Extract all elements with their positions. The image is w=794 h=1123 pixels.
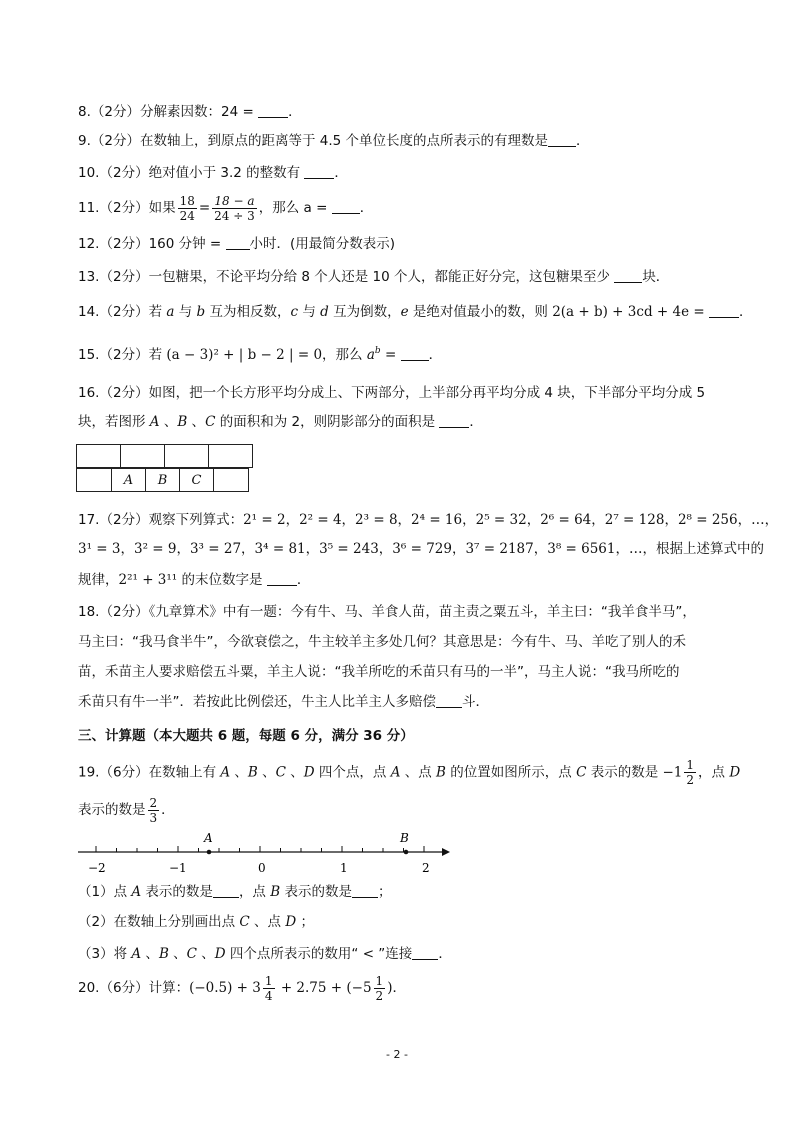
text: ； <box>377 884 392 900</box>
denominator: 2 <box>375 988 384 1003</box>
power-item: 2⁷ = 128 <box>604 512 665 528</box>
power-item: 3⁴ = 81 <box>254 541 306 557</box>
text: ，根据上述算式中的 <box>642 541 764 557</box>
bottom-cell <box>77 469 112 492</box>
question-18-line-3 <box>78 662 679 682</box>
question-15 <box>78 345 442 365</box>
cell-B: B <box>146 469 180 492</box>
tick-label: −1 <box>169 861 187 875</box>
cell-C: C <box>180 469 214 492</box>
var-D: D <box>303 764 315 781</box>
var-C: C <box>275 764 286 781</box>
text: 、 <box>159 414 178 430</box>
question-number: 10. <box>78 165 100 181</box>
math-expression: (a − 3)² + | b − 2 | = 0 <box>166 347 323 363</box>
question-number: 18. <box>78 604 100 620</box>
answer-blank[interactable] <box>439 413 469 428</box>
tick-label: −2 <box>88 861 106 875</box>
var-C: C <box>186 946 197 962</box>
var-A: A <box>149 414 160 430</box>
answer-blank[interactable] <box>436 693 462 708</box>
equals-sign: = <box>198 200 211 216</box>
var-B: B <box>270 884 281 900</box>
question-16-line-2 <box>78 412 483 432</box>
tick-label: 2 <box>422 861 430 875</box>
question-score: （6分） <box>99 980 149 996</box>
question-8 <box>78 102 302 122</box>
question-number: 11. <box>78 200 100 216</box>
question-tail: ． <box>288 104 302 120</box>
text: ． <box>161 802 175 818</box>
number-line <box>70 828 460 880</box>
numerator: 18 <box>179 193 195 208</box>
var-C: C <box>239 914 250 930</box>
top-row <box>77 445 253 468</box>
question-tail: ． <box>359 200 374 216</box>
text: 观察下列算式： <box>148 512 244 528</box>
question-tail: ． <box>576 133 590 149</box>
question-number: 20. <box>78 980 100 996</box>
text: ，那么 <box>322 347 367 363</box>
question-18-line-2 <box>78 632 686 652</box>
power-item: 2³ = 8 <box>355 512 398 528</box>
question-19-sub-1 <box>78 882 391 902</box>
text: （2）在数轴上分别画出点 <box>78 914 240 930</box>
text: 、 <box>257 764 276 781</box>
text: 表示的数是 <box>141 884 213 900</box>
text: 、 <box>168 946 187 962</box>
mixed-number-int: −1 <box>662 764 683 781</box>
var-B: B <box>177 414 188 430</box>
question-20 <box>78 972 406 1004</box>
question-number: 15. <box>78 347 100 363</box>
answer-blank[interactable] <box>304 164 334 179</box>
top-cell <box>77 445 121 468</box>
question-number: 14. <box>78 304 100 320</box>
var-B: B <box>436 764 446 781</box>
question-tail: ． <box>738 304 753 320</box>
question-number: 17. <box>78 512 100 528</box>
top-cell <box>209 445 253 468</box>
powers-of-2: 2¹ = 2，2² = 4，2³ = 8，2⁴ = 16，2⁵ = 32，2⁶ = 64，2⁷ = 128，2⁸ = 256，…， <box>243 512 779 528</box>
ellipsis: … <box>751 512 765 528</box>
question-17-line-2: 3¹ = 3，3² = 9，3³ = 27，3⁴ = 81，3⁵ = 243，3⁶ = 729，3⁷ = 2187，3⁸ = 6561，…，根据上述算式中的 <box>78 541 764 557</box>
text: ，点 <box>698 764 730 781</box>
question-19-sub-3 <box>78 944 452 964</box>
answer-blank[interactable] <box>258 103 288 118</box>
question-score: （6分） <box>99 764 149 781</box>
question-text: 160 分钟 = <box>148 236 226 252</box>
var-e: e <box>400 304 409 320</box>
var-C: C <box>205 414 216 430</box>
question-tail: ． <box>334 165 348 181</box>
var-d: d <box>320 304 329 320</box>
text: 互为相反数， <box>205 304 291 320</box>
question-text: 马主曰：“我马食半牛”，今欲衰偿之，牛主较羊主多处几何？其意思是：今有牛、马、羊吃了别人的禾 <box>78 634 686 650</box>
question-text: 一包糖果，不论平均分给 8 个人还是 10 个人，都能正好分完，这包糖果至少 <box>148 269 615 285</box>
power-item: 3² = 9 <box>133 541 177 557</box>
question-score: （2分） <box>99 304 149 320</box>
var-c: c <box>290 304 299 320</box>
text: 与 <box>174 304 197 320</box>
text: 的位置如图所示，点 <box>445 764 577 781</box>
question-10 <box>78 163 348 183</box>
question-19 <box>78 758 740 787</box>
fraction-one-quarter <box>263 974 275 1003</box>
answer-blank[interactable] <box>614 268 642 283</box>
math-expression: + 2.75 + (−5 <box>276 980 372 996</box>
cell-A: A <box>112 469 146 492</box>
tick-label: 0 <box>258 861 266 875</box>
question-score: （2分） <box>99 200 149 216</box>
power-item: 3⁶ = 729 <box>392 541 452 557</box>
text: 表示的数是 <box>280 884 352 900</box>
question-score: （2分） <box>99 269 149 285</box>
question-19-sub-2 <box>78 912 314 932</box>
power-item: 2¹ = 2 <box>243 512 286 528</box>
question-tail: ． <box>428 347 443 363</box>
answer-blank[interactable] <box>401 346 429 361</box>
rectangle-figure-bottom <box>76 468 249 492</box>
question-text: 禾苗只有牛一半”．若按此比例偿还，牛主人比羊主人多赔偿 <box>78 694 436 710</box>
question-text: 绝对值小于 3.2 的整数有 <box>148 165 305 181</box>
answer-blank[interactable] <box>213 883 239 898</box>
denominator: 4 <box>264 988 273 1003</box>
power-item: 3⁷ = 2187 <box>465 541 534 557</box>
var-A: A <box>390 764 401 781</box>
tick-label: 1 <box>340 861 348 875</box>
var-B: B <box>158 946 169 962</box>
equals-sign: = <box>380 347 401 363</box>
text: 、 <box>285 764 304 781</box>
math-expression: 2(a + b) + 3cd + 4e = <box>552 304 709 320</box>
text: （1）点 <box>78 884 132 900</box>
question-tail: 斗． <box>462 694 489 710</box>
question-score: （2分） <box>99 385 149 401</box>
question-tail: 小时．(用最简分数表示) <box>249 236 396 252</box>
text: 、 <box>230 764 248 781</box>
bottom-row <box>77 469 249 492</box>
question-12 <box>78 234 395 254</box>
denominator: 2 <box>686 773 695 787</box>
question-score: （2分） <box>99 512 149 528</box>
power-item: 2⁴ = 16 <box>411 512 463 528</box>
text: 、点 <box>249 914 286 930</box>
question-17-line-3 <box>78 570 310 590</box>
question-number: 19. <box>78 764 100 781</box>
denominator: 3 <box>149 810 158 825</box>
axis-ticks <box>96 846 424 852</box>
power-item: 3¹ = 3 <box>78 541 121 557</box>
question-number: 16. <box>78 385 100 401</box>
question-score: （2分） <box>99 236 149 252</box>
question-number: 12. <box>78 236 100 252</box>
text: 互为倒数， <box>328 304 401 320</box>
var-a: a <box>166 304 175 320</box>
exponent-b: b <box>374 346 381 356</box>
text: 与 <box>298 304 321 320</box>
text: 四个点所表示的数用“ < ”连接 <box>225 946 413 962</box>
section-heading: 三、计算题（本大题共 6 题，每题 6 分，满分 36 分） <box>78 728 414 744</box>
text: （3）将 <box>78 946 132 962</box>
question-text-mid: ，那么 a = <box>258 200 332 216</box>
question-score: （2分） <box>90 133 140 149</box>
answer-blank[interactable] <box>709 303 739 318</box>
text: 在数轴上有 <box>148 764 221 781</box>
power-item: 3³ = 27 <box>189 541 242 557</box>
power-item: 2⁶ = 64 <box>540 512 592 528</box>
power-item: 3⁸ = 6561 <box>547 541 616 557</box>
question-score: （2分） <box>99 165 149 181</box>
var-C: C <box>576 764 587 781</box>
math-expression: ) <box>387 980 393 996</box>
question-18 <box>78 602 696 622</box>
answer-blank[interactable] <box>332 199 360 214</box>
denominator: 24 <box>179 208 195 223</box>
var-D: D <box>729 764 741 781</box>
question-tail: ． <box>296 572 311 588</box>
question-text: 苗，禾苗主人要求赔偿五斗粟，羊主人说：“我羊所吃的禾苗只有马的一半”，马主人说：“我马所吃的 <box>78 664 680 680</box>
denominator: 24 ÷ 3 <box>214 208 255 223</box>
question-14 <box>78 302 752 322</box>
text: 块，若图形 <box>78 414 150 430</box>
fraction-18-24 <box>178 194 197 223</box>
text: 表示的数是 <box>78 802 146 818</box>
var-D: D <box>214 946 226 962</box>
var-b: b <box>196 304 206 320</box>
question-17 <box>78 510 778 530</box>
power-item: 2⁸ = 256 <box>677 512 738 528</box>
question-tail: ． <box>469 414 483 430</box>
numerator: 2 <box>149 795 158 810</box>
answer-blank[interactable] <box>412 945 438 960</box>
question-tail: ． <box>392 980 406 996</box>
bottom-cell <box>214 469 249 492</box>
var-A: A <box>131 884 142 900</box>
text: 表示的数是 <box>586 764 663 781</box>
question-number: 9. <box>78 133 91 149</box>
numerator: 1 <box>375 973 384 988</box>
answer-blank[interactable] <box>352 883 378 898</box>
question-score: （2分） <box>99 347 149 363</box>
question-score: （2分） <box>99 604 149 620</box>
math-expression: 2²¹ + 3¹¹ <box>118 572 178 588</box>
question-text: 《九章算术》中有一题：今有牛、马、羊食人苗，苗主责之粟五斗，羊主曰：“我羊食半马”， <box>148 604 696 620</box>
text: ，点 <box>238 884 271 900</box>
question-text: 在数轴上，到原点的距离等于 4.5 个单位长度的点所表示的有理数是 <box>139 133 549 149</box>
top-cell <box>165 445 209 468</box>
text: 若 <box>148 304 167 320</box>
question-11 <box>78 193 373 223</box>
fraction-one-half <box>374 974 386 1003</box>
var-D: D <box>285 914 297 930</box>
arrow-icon <box>442 848 450 856</box>
text: 、 <box>197 946 215 962</box>
question-tail: 块． <box>642 269 670 285</box>
ellipsis: … <box>629 541 643 557</box>
answer-blank[interactable] <box>226 235 250 250</box>
question-number: 8. <box>78 104 91 120</box>
text: 计算： <box>148 980 190 996</box>
var-A: A <box>131 946 142 962</box>
fraction-two-thirds <box>148 796 160 825</box>
numerator: 1 <box>686 758 695 772</box>
text: 四个点，点 <box>314 764 391 781</box>
text: 若 <box>148 347 167 363</box>
question-number: 13. <box>78 269 100 285</box>
math-expression: (−0.5) + 3 <box>189 980 261 996</box>
question-9 <box>78 131 590 151</box>
point-B-dot <box>404 850 409 855</box>
var-A: A <box>220 764 231 781</box>
text: 的末位数字是 <box>177 572 267 588</box>
top-cell <box>121 445 165 468</box>
power-item: 2² = 4 <box>299 512 342 528</box>
text: 是绝对值最小的数，则 <box>408 304 553 320</box>
text: 、点 <box>400 764 437 781</box>
power-item: 2⁵ = 32 <box>475 512 527 528</box>
question-text: 如果 <box>148 200 176 216</box>
numerator: 18 − a <box>212 194 257 209</box>
answer-blank[interactable] <box>267 571 297 586</box>
text: ； <box>296 914 314 930</box>
question-text: 如图，把一个长方形平均分成上、下两部分，上半部分再平均分成 4 块，下半部分平均分成 5 <box>148 385 706 401</box>
text: ． <box>438 946 452 962</box>
question-text: 分解素因数：24 = <box>139 104 259 120</box>
question-18-line-4 <box>78 692 489 712</box>
power-item: 3⁵ = 243 <box>319 541 379 557</box>
question-13 <box>78 267 669 287</box>
point-B-label: B <box>400 831 409 845</box>
answer-blank[interactable] <box>548 132 576 147</box>
fraction-18-minus-a <box>212 194 257 223</box>
rectangle-figure <box>76 444 253 468</box>
question-score: （2分） <box>90 104 140 120</box>
var-B: B <box>247 764 258 781</box>
text: 的面积和为 2，则阴影部分的面积是 <box>215 414 440 430</box>
text: 、 <box>141 946 159 962</box>
text: 规律， <box>78 572 119 588</box>
numerator: 1 <box>264 973 273 988</box>
fraction-one-half <box>684 758 696 787</box>
question-16 <box>78 383 705 403</box>
point-A-label: A <box>204 831 213 845</box>
point-A-dot <box>207 850 212 855</box>
page-number: - 2 - <box>386 1048 408 1061</box>
var-a: a <box>366 347 375 363</box>
text: 、 <box>187 414 206 430</box>
question-19-line-2 <box>78 795 175 825</box>
